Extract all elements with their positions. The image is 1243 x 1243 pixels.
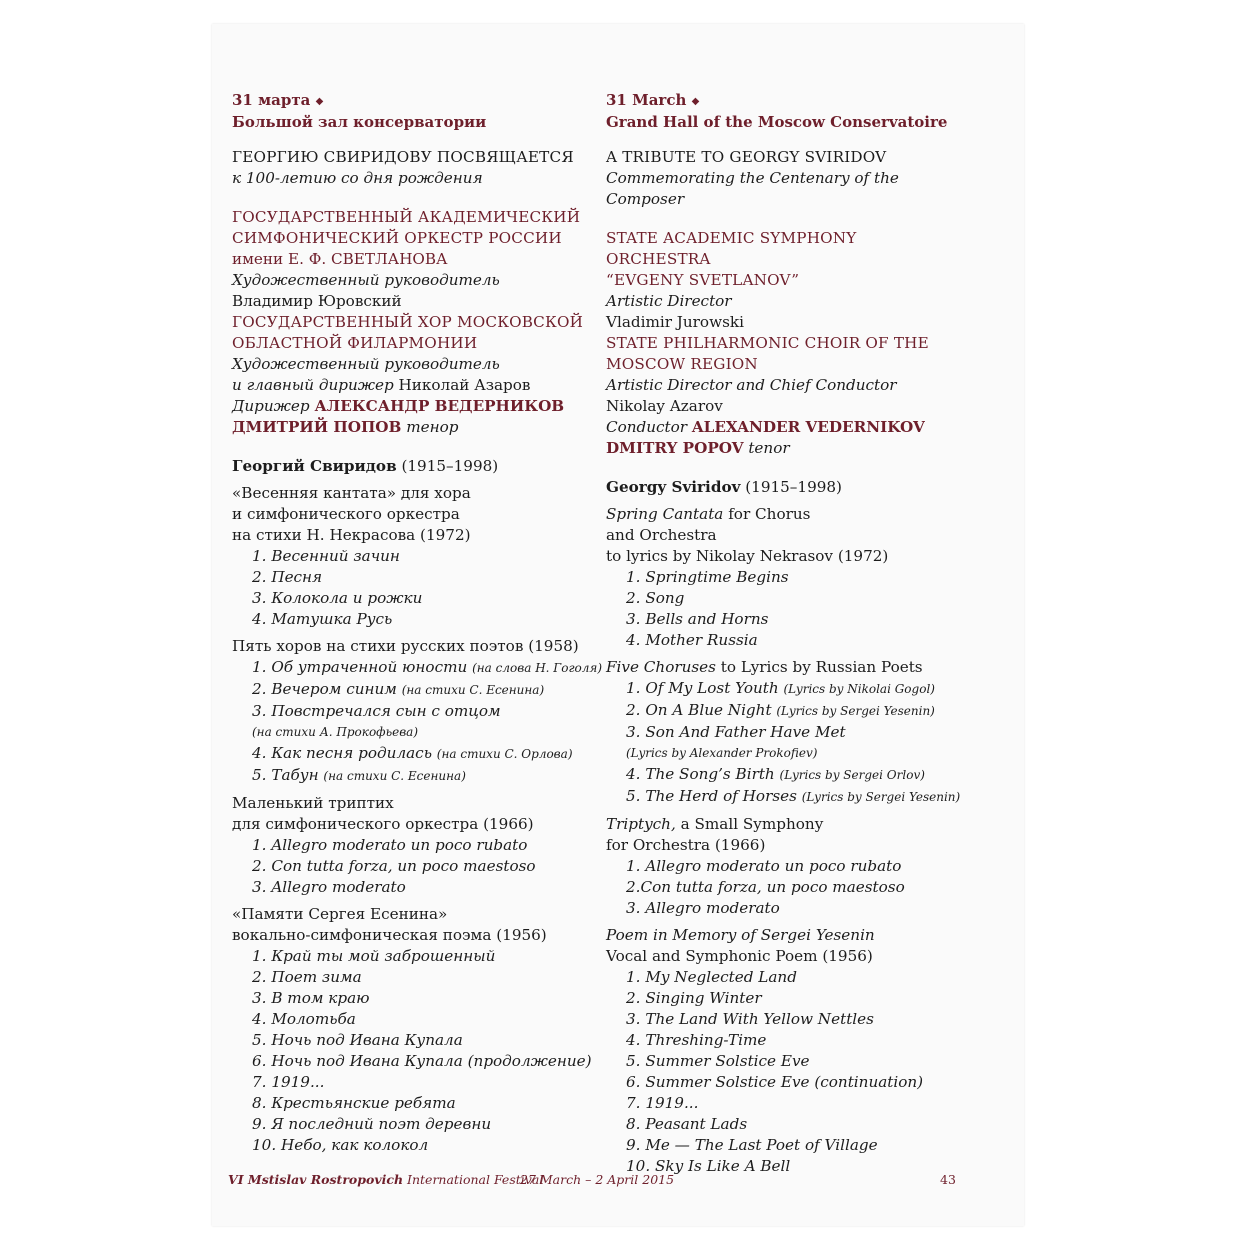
- en-work4-part: 3. The Land With Yellow Nettles: [626, 1010, 874, 1028]
- en-work2-title: Five Choruses to Lyrics by Russian Poets: [606, 658, 923, 676]
- en-work3-part: 2.Con tutta forza, un poco maestoso: [626, 878, 905, 896]
- footer-dates: 27 March – 2 April 2015: [520, 1172, 675, 1187]
- ru-work3-part: 3. Allegro moderato: [252, 878, 406, 896]
- en-work4-part: 2. Singing Winter: [626, 989, 762, 1007]
- ru-work2-part: 3. Повстречался сын с отцом: [252, 702, 501, 720]
- ru-work4-part: 2. Поет зима: [252, 968, 362, 986]
- diamond-icon: ◆: [315, 96, 324, 107]
- ru-work4-part: 9. Я последний поэт деревни: [252, 1115, 492, 1133]
- en-work1-part: 3. Bells and Horns: [626, 610, 769, 628]
- ru-work4-line-2: вокально-симфоническая поэма (1956): [232, 926, 547, 944]
- en-work4-part: 1. My Neglected Land: [626, 968, 797, 986]
- en-dedication: A TRIBUTE TO GEORGY SVIRIDOV: [606, 148, 887, 166]
- en-dedication-sub: Commemorating the Centenary of the Composer: [606, 169, 899, 208]
- en-orch-director: Vladimir Jurowski: [606, 313, 744, 331]
- en-work2-part: 5. The Herd of Horses (Lyrics by Sergei Yesenin): [626, 787, 961, 805]
- russian-column: [232, 90, 602, 1156]
- en-work2-part-note: (Lyrics by Alexander Prokofiev): [626, 746, 818, 760]
- ru-orchestra-line-2: СИМФОНИЧЕСКИЙ ОРКЕСТР РОССИИ: [232, 229, 562, 247]
- ru-work3-line-2: для симфонического оркестра (1966): [232, 815, 534, 833]
- ru-choir-line-2: ОБЛАСТНОЙ ФИЛАРМОНИИ: [232, 334, 478, 352]
- en-work4-part: 7. 1919...: [626, 1094, 699, 1112]
- ru-dedication-sub: к 100-летию со дня рождения: [232, 169, 483, 187]
- en-soloist-line: DMITRY POPOV tenor: [606, 439, 790, 457]
- english-column: [606, 90, 976, 1177]
- en-work1-part: 4. Mother Russia: [626, 631, 758, 649]
- en-choir-line-1: STATE PHILHARMONIC CHOIR OF THE: [606, 334, 929, 352]
- ru-orchestra-line-1: ГОСУДАРСТВЕННЫЙ АКАДЕМИЧЕСКИЙ: [232, 208, 581, 226]
- page-number: 43: [940, 1172, 956, 1187]
- ru-venue: Большой зал консерватории: [232, 113, 487, 131]
- en-work2-part: 1. Of My Lost Youth (Lyrics by Nikolai Gogol): [626, 679, 935, 697]
- en-orchestra-line-1: STATE ACADEMIC SYMPHONY: [606, 229, 857, 247]
- ru-work1-line-3: на стихи Н. Некрасова (1972): [232, 526, 471, 544]
- en-work4-part: 6. Summer Solstice Eve (continuation): [626, 1073, 924, 1091]
- en-composer-line: Georgy Sviridov (1915–1998): [606, 478, 842, 496]
- en-work1-line-2: and Orchestra: [606, 526, 717, 544]
- ru-soloist-line: ДМИТРИЙ ПОПОВ тенор: [232, 418, 459, 436]
- ru-work1-part: 1. Весенний зачин: [252, 547, 400, 565]
- footer-festival-name: VI Mstislav Rostropovich International Festival: [228, 1172, 544, 1187]
- ru-choir-director-line: и главный дирижер Николай Азаров: [232, 376, 531, 394]
- en-work4-part: 8. Peasant Lads: [626, 1115, 748, 1133]
- en-work4-part: 10. Sky Is Like A Bell: [626, 1157, 791, 1175]
- ru-work4-part: 8. Крестьянские ребята: [252, 1094, 456, 1112]
- en-work1-line-3: to lyrics by Nikolay Nekrasov (1972): [606, 547, 889, 565]
- en-conductor-line: Conductor ALEXANDER VEDERNIKOV: [606, 418, 925, 436]
- ru-work2-part: 2. Вечером синим (на стихи С. Есенина): [252, 680, 545, 698]
- ru-work4-part: 4. Молотьба: [252, 1010, 356, 1028]
- en-work1-line-1: Spring Cantata for Chorus: [606, 505, 811, 523]
- en-work3-part: 1. Allegro moderato un poco rubato: [626, 857, 902, 875]
- ru-work4-part: 3. В том краю: [252, 989, 370, 1007]
- en-work2-part: 4. The Song’s Birth (Lyrics by Sergei Orlov): [626, 765, 925, 783]
- ru-work1-part: 4. Матушка Русь: [252, 610, 393, 628]
- en-work4-part: 4. Threshing-Time: [626, 1031, 767, 1049]
- ru-work2-title: Пять хоров на стихи русских поэтов (1958): [232, 637, 579, 655]
- en-venue: Grand Hall of the Moscow Conservatoire: [606, 113, 948, 131]
- en-orch-director-label: Artistic Director: [606, 292, 732, 310]
- en-work3-line-1: Triptych, a Small Symphony: [606, 815, 824, 833]
- ru-orch-director-label: Художественный руководитель: [232, 271, 500, 289]
- ru-work1-part: 2. Песня: [252, 568, 323, 586]
- en-work1-part: 1. Springtime Begins: [626, 568, 789, 586]
- ru-orch-director: Владимир Юровский: [232, 292, 402, 310]
- en-orchestra-line-2: ORCHESTRA: [606, 250, 711, 268]
- ru-work2-part: 5. Табун (на стихи С. Есенина): [252, 766, 466, 784]
- ru-work2-part: 1. Об утраченной юности (на слова Н. Гоголя): [252, 658, 603, 676]
- en-work3-part: 3. Allegro moderato: [626, 899, 780, 917]
- program-page: [212, 24, 1024, 1226]
- en-work1-part: 2. Song: [626, 589, 685, 607]
- ru-work3-part: 1. Allegro moderato un poco rubato: [252, 836, 528, 854]
- en-orchestra-line-3: “EVGENY SVETLANOV”: [606, 271, 800, 289]
- en-choir-director-label: Artistic Director and Chief Conductor: [606, 376, 897, 394]
- ru-work3-part: 2. Con tutta forza, un poco maestoso: [252, 857, 536, 875]
- en-work4-part: 9. Me — The Last Poet of Village: [626, 1136, 878, 1154]
- ru-conductor-line: Дирижер АЛЕКСАНДР ВЕДЕРНИКОВ: [232, 397, 565, 415]
- en-choir-line-2: MOSCOW REGION: [606, 355, 758, 373]
- ru-orchestra-line-3: имени Е. Ф. СВЕТЛАНОВА: [232, 250, 448, 268]
- ru-composer-line: Георгий Свиридов (1915–1998): [232, 457, 499, 475]
- diamond-icon: ◆: [691, 96, 700, 107]
- ru-date-line: 31 марта ◆: [232, 91, 324, 109]
- ru-work4-part: 5. Ночь под Ивана Купала: [252, 1031, 463, 1049]
- en-work4-line-2: Vocal and Symphonic Poem (1956): [606, 947, 873, 965]
- ru-work1-line-2: и симфонического оркестра: [232, 505, 460, 523]
- ru-work3-line-1: Маленький триптих: [232, 794, 394, 812]
- ru-work2-part: 4. Как песня родилась (на стихи С. Орлова): [252, 744, 573, 762]
- ru-choir-director-label: Художественный руководитель: [232, 355, 500, 373]
- en-choir-director: Nikolay Azarov: [606, 397, 723, 415]
- ru-work4-part: 7. 1919...: [252, 1073, 325, 1091]
- en-date-line: 31 March ◆: [606, 91, 700, 109]
- ru-choir-line-1: ГОСУДАРСТВЕННЫЙ ХОР МОСКОВСКОЙ: [232, 313, 584, 331]
- ru-work2-part-note: (на стихи А. Прокофьева): [252, 725, 419, 739]
- ru-dedication: ГЕОРГИЮ СВИРИДОВУ ПОСВЯЩАЕТСЯ: [232, 148, 574, 166]
- ru-work4-part: 1. Край ты мой заброшенный: [252, 947, 496, 965]
- en-work3-line-2: for Orchestra (1966): [606, 836, 766, 854]
- en-work2-part: 2. On A Blue Night (Lyrics by Sergei Yesenin): [626, 701, 935, 719]
- en-work4-part: 5. Summer Solstice Eve: [626, 1052, 810, 1070]
- ru-work1-line-1: «Весенняя кантата» для хора: [232, 484, 471, 502]
- ru-work4-part: 10. Небо, как колокол: [252, 1136, 429, 1154]
- ru-work4-part: 6. Ночь под Ивана Купала (продолжение): [252, 1052, 592, 1070]
- en-work4-line-1: Poem in Memory of Sergei Yesenin: [606, 926, 875, 944]
- ru-work4-line-1: «Памяти Сергея Есенина»: [232, 905, 448, 923]
- ru-work1-part: 3. Колокола и рожки: [252, 589, 423, 607]
- en-work2-part: 3. Son And Father Have Met: [626, 723, 846, 741]
